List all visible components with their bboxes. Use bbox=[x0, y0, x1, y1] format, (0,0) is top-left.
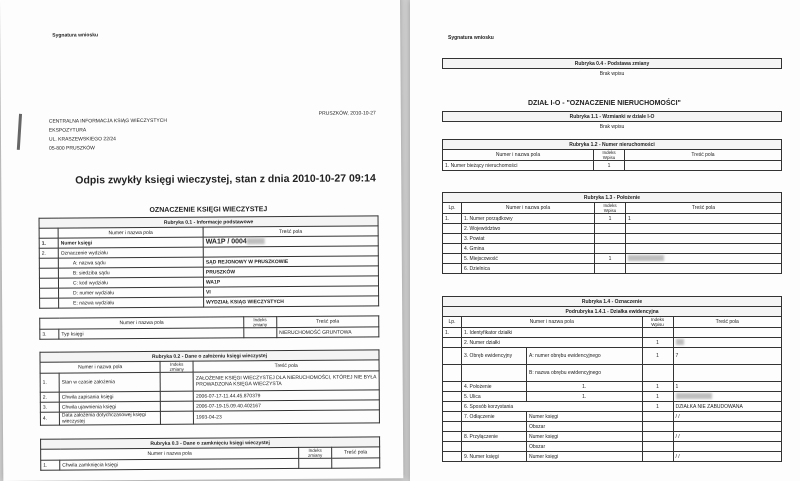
table-row: 1. 1. Identyfikator działki bbox=[443, 328, 782, 338]
table-r12: Rubryka 1.2 - Numer nieruchomości Numer i nazwa pola Indeks Wpisu Treść pola 1. Numer bieżący nieruchomości 1 bbox=[442, 139, 782, 171]
table-row: 5. Miejscowość 1 bbox=[443, 254, 782, 264]
table-row: 1. Chwila zamknięcia księgi bbox=[41, 458, 380, 470]
table-row: 3. Powiat bbox=[443, 234, 782, 244]
address-line: EKSPOZYTURA bbox=[48, 127, 87, 134]
table-row: Obszar bbox=[443, 442, 782, 452]
table-row: Obszar bbox=[443, 422, 782, 432]
table-r14: Rubryka 1.4 - Oznaczenie Podrubryka 1.4.1 - Działka ewidencyjna Lp. Numer i nazwa pola Indeks Wpisu Treść pola 1. 1. Identyfikator działki 2. Numer działki 1 3. Obręb ewidencyjny A: numer obrębu ewidencyjnego 1 7 B: nazwa obrębu ewidencyjnego 4. Położenie 1. 1 1 5. Ulica 1. 1 6. Sposób korzystania 1 DZIAŁKA NIE ZABUDOWANA 7. Odłączenie Numer księgi / / Obszar 8. Przyłączenie Numer księgi / / Obszar 9. Numer księgi Numer księgi / / bbox=[442, 296, 782, 462]
book-number: WA1P / 0004 bbox=[205, 238, 247, 246]
table-row: 3. Chwila ujawnienia księgi 2006-07-19-15.09.40.402167 bbox=[40, 400, 379, 412]
table-r02: Rubryka 0.2 - Dane o założeniu księgi wieczystej Numer i nazwa pola Indeks zmiany Treść pola 1. Stan w czasie założenia ZAŁOŻENIE KSIĘGI WIECZYSTEJ DLA NIERUCHOMOŚCI, KTÓREJ NIE BYŁA PROWADZONA KSIĘGA WIECZYSTA 2. Chwila zapisania księgi 2006-07-17-11.44.45.870379 3. Chwila ujawnienia księgi 2006-07-19-15.09.40.402167 4. Data założenia dotychczasowej księgi wieczystej 1993-04-23 bbox=[39, 349, 380, 425]
table-r01 bbox=[39, 215, 380, 308]
redacted-block bbox=[676, 339, 684, 345]
right-page bbox=[410, 0, 800, 481]
place-date: PRUSZKÓW, 2010-10-27 bbox=[318, 110, 376, 117]
table-row: B: nazwa obrębu ewidencyjnego bbox=[443, 365, 782, 382]
redacted-block bbox=[247, 238, 265, 244]
address-line: 05-800 PRUSZKÓW bbox=[49, 145, 95, 152]
table-row: 1. 1. Numer porządkowy 1 1 bbox=[443, 214, 782, 224]
table-r11: Rubryka 1.1 - Wzmianki w dziale I-O Brak wpisu bbox=[442, 111, 782, 131]
table-row: 3. Obręb ewidencyjny A: numer obrębu ewidencyjnego 1 7 bbox=[443, 348, 782, 365]
table-row: 6. Sposób korzystania 1 DZIAŁKA NIE ZABUDOWANA bbox=[443, 402, 782, 412]
table-row: 7. Odłączenie Numer księgi / / bbox=[443, 412, 782, 422]
table-row: 4. Gmina bbox=[443, 244, 782, 254]
staple-mark bbox=[17, 114, 22, 150]
col-content-header: Treść pola bbox=[203, 226, 378, 237]
document-title: Odpis zwykły księgi wieczystej, stan z dnia 2010-10-27 09:14 bbox=[75, 172, 376, 187]
table-row: 1. Numer bieżący nieruchomości 1 bbox=[443, 161, 782, 171]
col-spacer bbox=[39, 228, 58, 238]
table-row: 2. Chwila zapisania księgi 2006-07-17-11.44.45.870379 bbox=[40, 390, 379, 402]
table-row: E: nazwa wydziału WYDZIAŁ KSIĄG WIECZYSTYCH bbox=[40, 296, 379, 308]
col-name-header: Numer i nazwa pola bbox=[58, 227, 203, 238]
table-title: Rubryka 0.1 - Informacje podstawowe bbox=[39, 216, 378, 228]
table-r04: Rubryka 0.4 - Podstawa zmiany Brak wpisu bbox=[442, 58, 782, 78]
table-row: 2. Numer działki 1 bbox=[443, 338, 782, 348]
section-title: DZIAŁ I-O - "OZNACZENIE NIERUCHOMOŚCI" bbox=[528, 100, 681, 107]
table-row: 2. Województwo bbox=[443, 224, 782, 234]
address-line: CENTRALNA INFORMACJA KSIĄG WIECZYSTYCH bbox=[48, 117, 167, 125]
signature-label: Sygnatura wniosku bbox=[52, 32, 99, 39]
section-title: OZNACZENIE KSIĘGI WIECZYSTEJ bbox=[149, 206, 268, 214]
table-row: 2. Oznaczenie wydziału bbox=[39, 246, 378, 258]
signature-label: Sygnatura wniosku bbox=[448, 35, 494, 41]
table-r13: Rubryka 1.3 - Położenie Lp. Numer i nazwa pola Indeks Wpisu Treść pola 1. 1. Numer porządkowy 1 1 2. Województwo 3. Powiat 4. Gmina 5. Miejscowość 1 6. Dzielnica bbox=[442, 192, 782, 274]
redacted-block bbox=[676, 393, 712, 399]
table-row: 8. Przyłączenie Numer księgi / / bbox=[443, 432, 782, 442]
issuer-address bbox=[49, 117, 167, 154]
redacted-block bbox=[628, 255, 664, 261]
table-row: C: kod wydziału WA1P bbox=[39, 276, 378, 288]
table-row: 4. Położenie 1. 1 1 bbox=[443, 382, 782, 392]
table-row: D: numer wydziału VI bbox=[40, 286, 379, 298]
table-row: A: nazwa sądu SĄD REJONOWY W PRUSZKOWIE bbox=[39, 256, 378, 268]
table-row: 1. Stan w czasie założenia ZAŁOŻENIE KSIĘGI WIECZYSTEJ DLA NIERUCHOMOŚCI, KTÓREJ NIE BYŁA PROWADZONA KSIĘGA WIECZYSTA bbox=[40, 371, 379, 392]
table-row: 9. Numer księgi Numer księgi / / bbox=[443, 452, 782, 462]
table-row: 6. Dzielnica bbox=[443, 264, 782, 274]
address-line: UL. KRASZEWSKIEGO 22/24 bbox=[48, 136, 116, 143]
table-row: 3. Typ księgi NIERUCHOMOŚĆ GRUNTOWA bbox=[40, 327, 379, 339]
table-r03: Rubryka 0.3 - Dane o zamknięciu księgi wieczystej Numer i nazwa pola Indeks zmiany Treść pola 1. Chwila zamknięcia księgi bbox=[40, 436, 380, 470]
table-row: 5. Ulica 1. 1 bbox=[443, 392, 782, 402]
table-row: 1. Numer księgi WA1P / 0004 bbox=[39, 236, 378, 248]
table-row: B: siedziba sądu PRUSZKÓW bbox=[39, 266, 378, 278]
table-r01-type: Numer i nazwa pola Indeks zmiany Treść pola 3. Typ księgi NIERUCHOMOŚĆ GRUNTOWA bbox=[39, 315, 379, 339]
table-row: 4. Data założenia dotychczasowej księgi wieczystej 1993-04-23 bbox=[40, 410, 379, 425]
